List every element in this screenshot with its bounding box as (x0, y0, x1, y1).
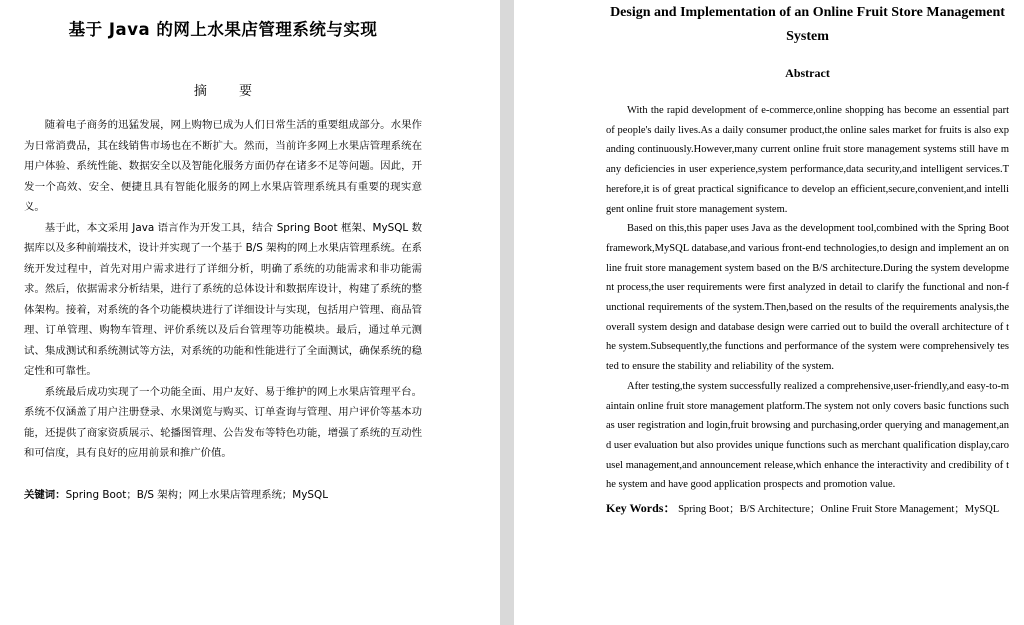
keywords-line (24, 486, 422, 501)
keywords-text: Spring Boot；B/S 架构；网上水果店管理系统；MySQL (65, 488, 328, 501)
english-abstract-page (514, 0, 1024, 625)
abstract-paragraph: With the rapid development of e-commerce,online shopping has become an essential part of people's daily lives.As a daily consumer product,the online sales market for fruits is also expanding continuously.However,many current online fruit store management systems still have many deficiencies in user experience,system performance,data security,and intelligent services.Therefore,it is of great practical significance to develop an efficient,secure,convenient,and intelligent online fruit store management system. (606, 105, 1009, 215)
abstract-body (606, 101, 1009, 495)
keywords-text: Spring Boot；B/S Architecture；Online Fruit Store Management；MySQL (678, 504, 1000, 516)
abstract-paragraph: After testing,the system successfully realized a comprehensive,user-friendly,and easy-to-maintain online fruit store management platform.The system not only covers basic functions such as user registration and login,fruit browsing and purchasing,order querying and management,and user evaluation but also provides unique functions such as merchant qualification display,carousel management,and announcement release,which enhance the interactivity and credibility of the system and have good application prospects and promotion value. (606, 380, 1009, 491)
abstract-body (24, 115, 422, 464)
page-title: Design and Implementation of an Online Fruit Store Management System (610, 5, 1005, 44)
chinese-abstract-page (0, 0, 500, 625)
abstract-paragraph: 基于此，本文采用 Java 语言作为开发工具，结合 Spring Boot 框架、MySQL 数据库以及多种前端技术，设计并实现了一个基于 B/S 架构的网上水果店管理系统。在系统开发过程中，首先对用户需求进行了详细分析，明确了系统的功能需求和非功能需求。然后，依据需求分析结果，进行了系统的总体设计和数据库设计，构建了系统的整体架构。接着，对系统的各个功能模块进行了详细设计与实现，包括用户管理、商品管理、订单管理、购物车管理、评价系统以及后台管理等功能模块。最后，通过单元测试、集成测试和系统测试等方法，对系统的功能和性能进行了全面测试，确保系统的稳定性和可靠性。 (24, 221, 422, 377)
abstract-paragraph: Based on this,this paper uses Java as the development tool,combined with the Spring Boot framework,MySQL database,and various front-end technologies,to design and implement an online fruit store management system based on the B/S architecture.During the system development process,the user requirements were first analyzed in detail to clarify the functional and non-functional requirements of the system.Then,based on the results of the requirements analysis,the overall system design and database design were carried out to build the overall architecture of the system.Subsequently,the functions and performance of the system were comprehensively tested to ensure the stability and reliability of the system. (606, 223, 1009, 373)
abstract-heading: Abstract (785, 66, 830, 80)
abstract-heading: 摘 要 (193, 84, 267, 99)
page-title: 基于 Java 的网上水果店管理系统与实现 (68, 20, 378, 39)
page-gap (500, 0, 514, 625)
keywords-label: Key Words： (606, 501, 676, 516)
keywords-label: 关键词： (24, 488, 66, 501)
keywords-line (606, 497, 1009, 521)
abstract-paragraph: 系统最后成功实现了一个功能全面、用户友好、易于维护的网上水果店管理平台。系统不仅涵盖了用户注册登录、水果浏览与购买、订单查询与管理、用户评价等基本功能，还提供了商家资质展示、轮播图管理、公告发布等特色功能，增强了系统的互动性和可信度，具有良好的应用前景和推广价值。 (24, 385, 422, 459)
abstract-paragraph: 随着电子商务的迅猛发展，网上购物已成为人们日常生活的重要组成部分。水果作为日常消费品，其在线销售市场也在不断扩大。然而，当前许多网上水果店管理系统在用户体验、系统性能、数据安全以及智能化服务方面仍存在诸多不足等问题。因此，开发一个高效、安全、便捷且具有智能化服务的网上水果店管理系统具有重要的现实意义。 (24, 119, 422, 213)
